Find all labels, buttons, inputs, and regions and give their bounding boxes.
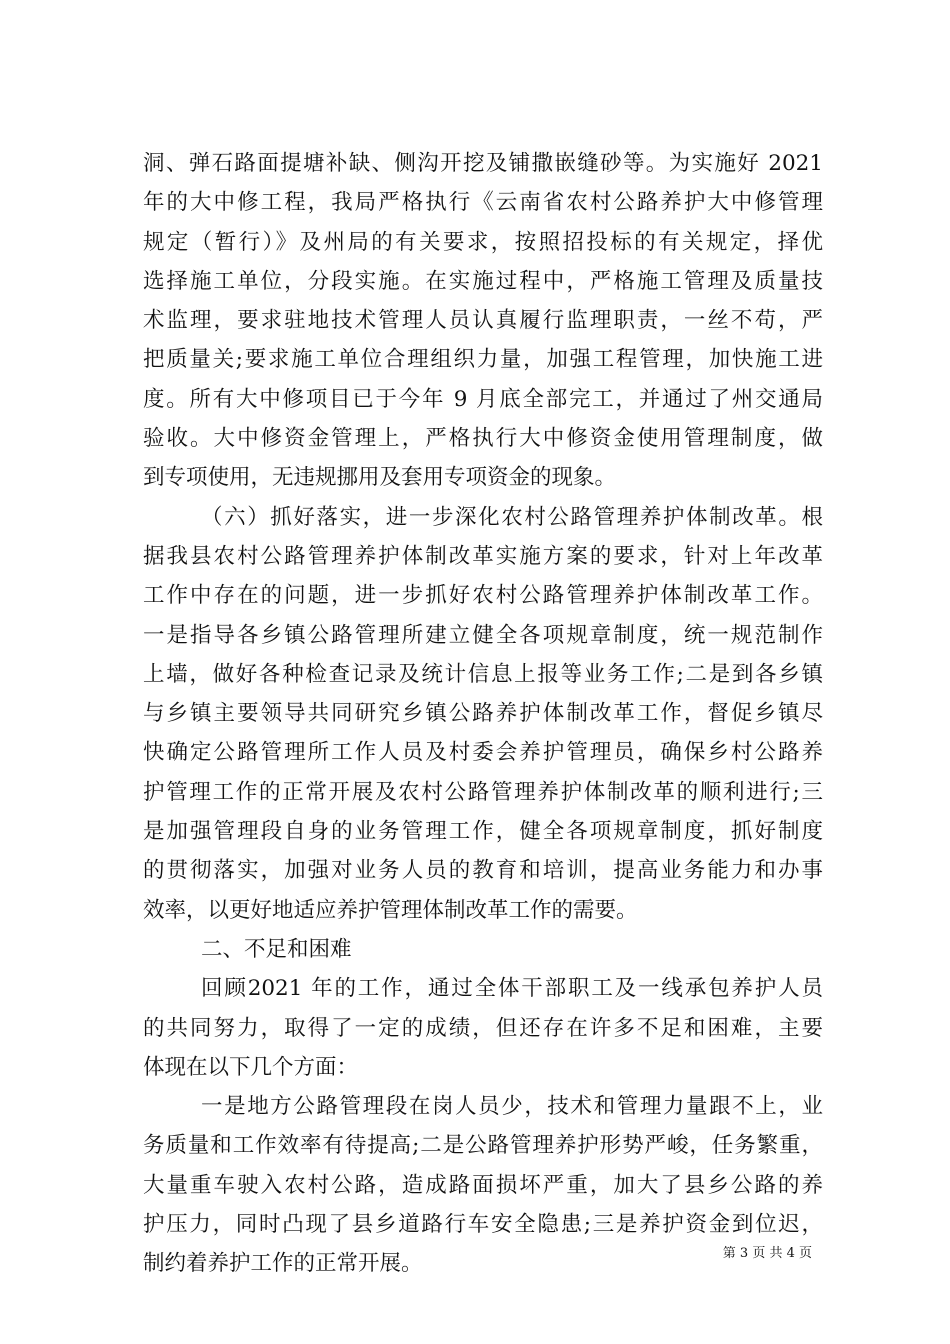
text-line: 制约着养护工作的正常开展。 xyxy=(143,1251,423,1277)
text-line: 术监理，要求驻地技术管理人员认真履行监理职责，一丝不苟，严 xyxy=(143,308,823,334)
text-line: 把质量关;要求施工单位合理组织力量，加强工程管理，加快施工进 xyxy=(143,347,823,373)
text-line: 务质量和工作效率有待提高;二是公路管理养护形势严峻，任务繁重， xyxy=(143,1133,823,1159)
text-line: 效率，以更好地适应养护管理体制改革工作的需要。 xyxy=(143,897,638,923)
text-line: 与乡镇主要领导共同研究乡镇公路养护体制改革工作，督促乡镇尽 xyxy=(143,701,823,727)
text-line: 是加强管理段自身的业务管理工作，健全各项规章制度，抓好制度 xyxy=(143,819,823,845)
text-line: 回顾2021 年的工作，通过全体干部职工及一线承包养护人员 xyxy=(201,976,823,1002)
text-line: 护压力，同时凸现了县乡道路行车安全隐患;三是养护资金到位迟， xyxy=(143,1212,823,1238)
text-line: 大量重车驶入农村公路，造成路面损坏严重，加大了县乡公路的养 xyxy=(143,1172,823,1198)
text-line: 据我县农村公路管理养护体制改革实施方案的要求，针对上年改革 xyxy=(143,543,823,569)
text-line: 洞、弹石路面提塘补缺、侧沟开挖及铺撒嵌缝砂等。为实施好 2021 xyxy=(143,151,823,176)
text-line: 一是指导各乡镇公路管理所建立健全各项规章制度，统一规范制作 xyxy=(143,622,823,648)
page-number-footer: 第 3 页 共 4 页 xyxy=(722,1246,812,1261)
text-line: 验收。大中修资金管理上，严格执行大中修资金使用管理制度，做 xyxy=(143,426,823,452)
text-line: 的贯彻落实，加强对业务人员的教育和培训，提高业务能力和办事 xyxy=(143,858,823,884)
section-heading: 二、不足和困难 xyxy=(201,936,352,962)
text-line: 一是地方公路管理段在岗人员少，技术和管理力量跟不上，业 xyxy=(201,1094,823,1120)
body-text xyxy=(143,144,823,1284)
text-line: 工作中存在的问题，进一步抓好农村公路管理养护体制改革工作。 xyxy=(143,583,823,609)
text-line: 快确定公路管理所工作人员及村委会养护管理员，确保乡村公路养 xyxy=(143,740,823,766)
text-line: 度。所有大中修项目已于今年 9 月底全部完工，并通过了州交通局 xyxy=(143,386,823,412)
text-line: 的共同努力，取得了一定的成绩，但还存在许多不足和困难，主要 xyxy=(143,1015,823,1041)
text-line: 护管理工作的正常开展及农村公路管理养护体制改革的顺利进行;三 xyxy=(143,779,823,805)
text-line: 到专项使用，无违规挪用及套用专项资金的现象。 xyxy=(143,465,617,491)
text-line: 年的大中修工程，我局严格执行《云南省农村公路养护大中修管理 xyxy=(143,190,823,216)
section-heading-line: （六）抓好落实，进一步深化农村公路管理养护体制改革。根 xyxy=(201,504,823,530)
text-line: 上墙，做好各种检查记录及统计信息上报等业务工作;二是到各乡镇 xyxy=(143,661,823,687)
text-line: 体现在以下几个方面： xyxy=(143,1054,359,1080)
text-line: 选择施工单位，分段实施。在实施过程中，严格施工管理及质量技 xyxy=(143,268,823,294)
text-line: 规定（暂行）》及州局的有关要求，按照招投标的有关规定，择优 xyxy=(143,229,823,255)
